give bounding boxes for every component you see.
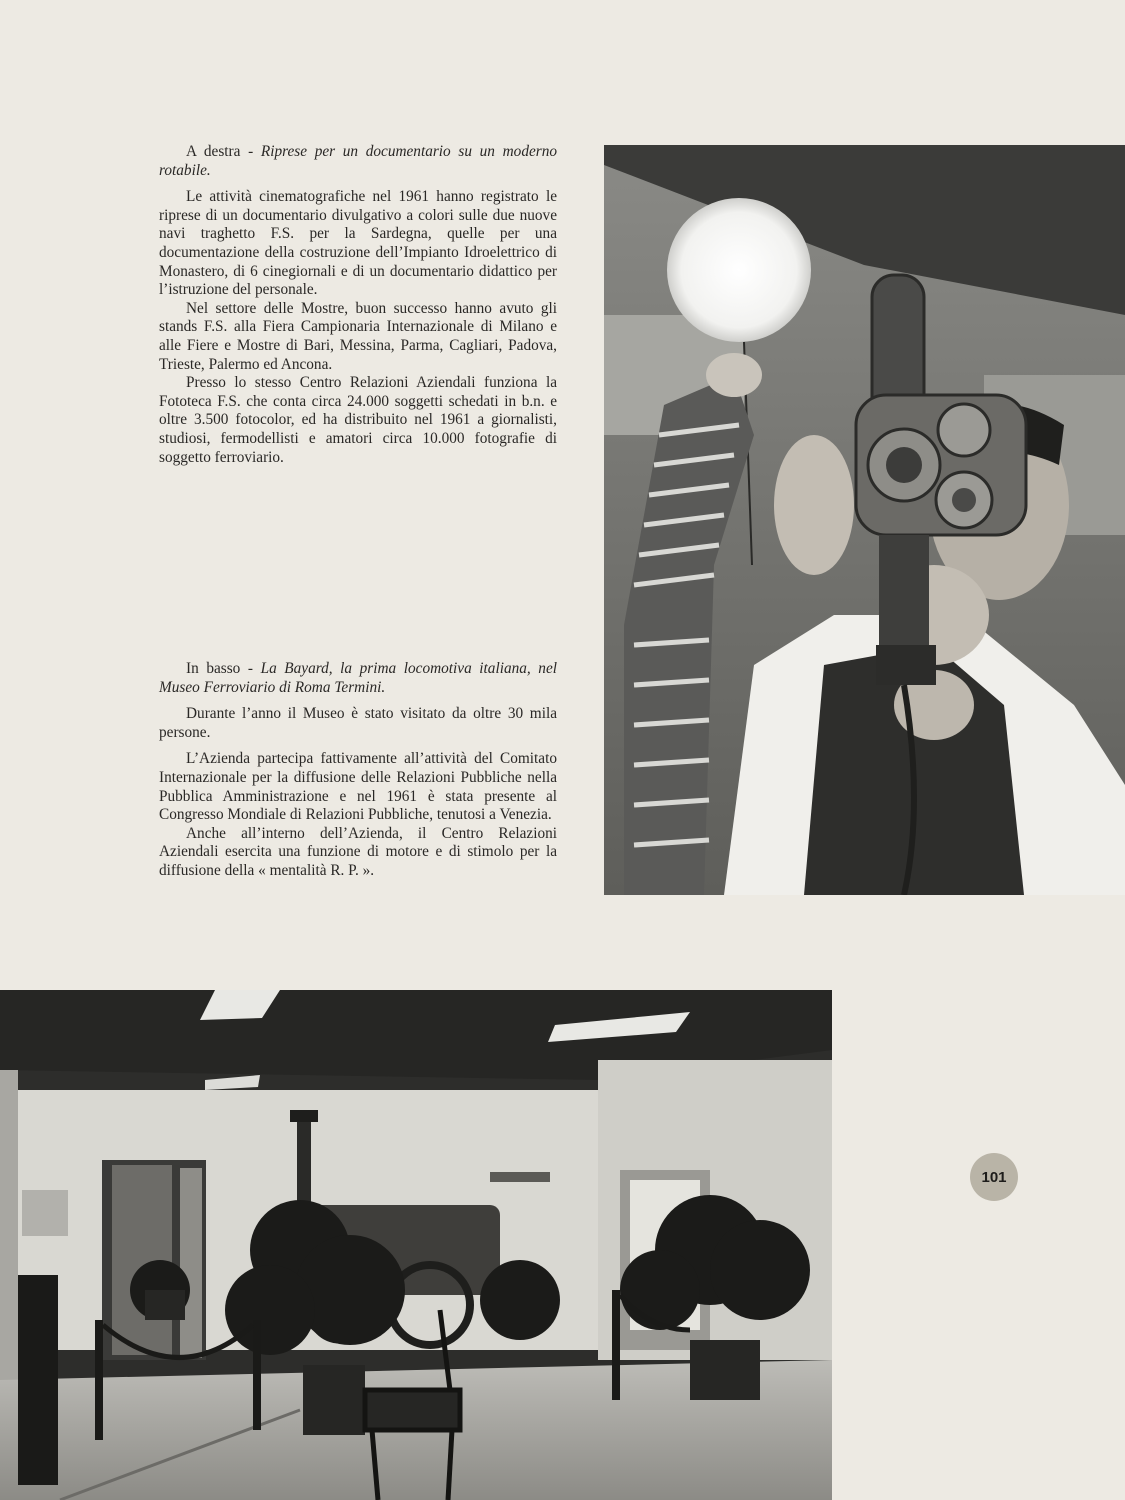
paragraph: Le attività cinematografiche nel 1961 hanno registrato le riprese di un documentario divulgativo a colori sulle due nuove navi traghetto F.S. per la Sardegna, quelle per una documentazione della costruzione dell’Impianto Idroelettrico di Monastero, di 6 cinegiornali e di un documentario didattico per l’istruzione del personale. — [159, 188, 557, 299]
caption-prefix: A destra - — [186, 143, 261, 160]
paragraph: L’Azienda partecipa fattivamente all’attività del Comitato Internazionale per la diffusione delle Relazioni Pubbliche nella Pubblica Amministrazione e nel 1961 è stata presente al Congresso Mondiale di Relazioni Pubbliche, tenutosi a Venezia. — [159, 750, 557, 824]
caption-italic-text: La Bayard, la prima locomotiva italiana, nel Museo Ferroviario di Roma Termini. — [159, 660, 557, 696]
museum-photo — [0, 990, 832, 1500]
photo-caption-right — [159, 143, 557, 180]
museum-illustration — [0, 990, 832, 1500]
page-number-badge: 101 — [970, 1153, 1018, 1201]
cameraman-illustration — [604, 145, 1125, 895]
caption-prefix: In basso - — [186, 660, 261, 677]
paragraph: Durante l’anno il Museo è stato visitato da oltre 30 mila persone. — [159, 705, 557, 741]
photo-caption-below — [159, 660, 557, 697]
paragraph: Nel settore delle Mostre, buon successo hanno avuto gli stands F.S. alla Fiera Campionaria Internazionale di Milano e alle Fiere e Mostre di Bari, Messina, Parma, Cagliari, Padova, Trieste, Palermo ed Ancona. — [159, 299, 557, 373]
bottom-text-column — [159, 660, 557, 881]
paragraph: Anche all’interno dell’Azienda, il Centro Relazioni Aziendali esercita una funzione di motore e di stimolo per la diffusione della « mentalità R. P. ». — [159, 824, 557, 879]
caption-italic-text: Riprese per un documentario su un moderno rotabile. — [159, 143, 558, 179]
cameraman-photo — [604, 145, 1125, 895]
top-text-column — [159, 143, 557, 467]
paragraph: Presso lo stesso Centro Relazioni Aziendali funziona la Fototeca F.S. che conta circa 24.000 soggetti schedati in b.n. e oltre 3.500 fotocolor, ed ha distribuito nel 1961 a giornalisti, studiosi, fermodellisti e amatori circa 10.000 fotografie di soggetto ferroviario. — [159, 374, 557, 466]
